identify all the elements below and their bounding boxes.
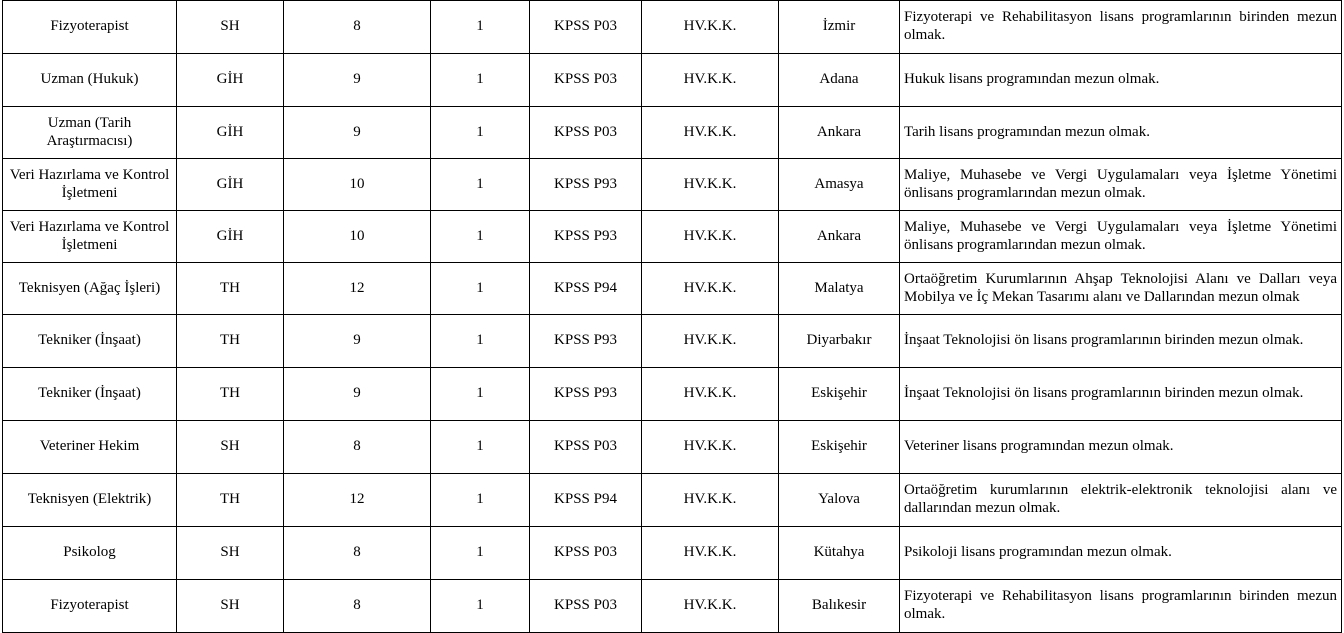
cell-requirement: Tarih lisans programından mezun olmak.: [900, 107, 1342, 159]
cell-requirement: Hukuk lisans programından mezun olmak.: [900, 54, 1342, 107]
cell-requirement: Fizyoterapi ve Rehabilitasyon lisans programlarının birinden mezun olmak.: [900, 1, 1342, 54]
cell-class: GİH: [177, 211, 284, 263]
table-row: [3, 1, 1342, 54]
table-row: [3, 107, 1342, 159]
cell-city: Amasya: [779, 159, 900, 211]
cell-requirement: Psikoloji lisans programından mezun olmak.: [900, 527, 1342, 580]
table-row: [3, 315, 1342, 368]
cell-degree: 9: [284, 315, 431, 368]
cell-unit: HV.K.K.: [642, 580, 779, 633]
cell-score-type: KPSS P03: [530, 1, 642, 54]
cell-score-type: KPSS P93: [530, 211, 642, 263]
cell-score-type: KPSS P94: [530, 474, 642, 527]
cell-score-type: KPSS P03: [530, 421, 642, 474]
cell-title: Uzman (Tarih Araştırmacısı): [3, 107, 177, 159]
cell-unit: HV.K.K.: [642, 315, 779, 368]
cell-title: Veteriner Hekim: [3, 421, 177, 474]
cell-count: 1: [431, 211, 530, 263]
cell-requirement: Ortaöğretim kurumlarının elektrik-elektronik teknolojisi alanı ve dallarından mezun olmak.: [900, 474, 1342, 527]
cell-degree: 9: [284, 107, 431, 159]
cell-score-type: KPSS P03: [530, 107, 642, 159]
cell-unit: HV.K.K.: [642, 1, 779, 54]
cell-city: Ankara: [779, 107, 900, 159]
cell-city: Eskişehir: [779, 368, 900, 421]
cell-class: TH: [177, 474, 284, 527]
cell-count: 1: [431, 368, 530, 421]
cell-class: GİH: [177, 107, 284, 159]
cell-count: 1: [431, 54, 530, 107]
cell-title: Psikolog: [3, 527, 177, 580]
cell-degree: 12: [284, 474, 431, 527]
cell-degree: 10: [284, 211, 431, 263]
table-row: [3, 580, 1342, 633]
table-row: [3, 159, 1342, 211]
cell-class: GİH: [177, 159, 284, 211]
cell-title: Tekniker (İnşaat): [3, 368, 177, 421]
cell-class: SH: [177, 580, 284, 633]
cell-count: 1: [431, 159, 530, 211]
cell-city: Ankara: [779, 211, 900, 263]
table-row: [3, 263, 1342, 315]
cell-unit: HV.K.K.: [642, 368, 779, 421]
cell-title: Veri Hazırlama ve Kontrol İşletmeni: [3, 211, 177, 263]
cell-count: 1: [431, 1, 530, 54]
cell-count: 1: [431, 527, 530, 580]
cell-requirement: Veteriner lisans programından mezun olmak.: [900, 421, 1342, 474]
cell-degree: 8: [284, 580, 431, 633]
cell-title: Teknisyen (Elektrik): [3, 474, 177, 527]
cell-title: Fizyoterapist: [3, 1, 177, 54]
cell-requirement: Maliye, Muhasebe ve Vergi Uygulamaları veya İşletme Yönetimi önlisans programlarından mezun olmak.: [900, 211, 1342, 263]
cell-score-type: KPSS P93: [530, 159, 642, 211]
cell-score-type: KPSS P03: [530, 580, 642, 633]
cell-city: Kütahya: [779, 527, 900, 580]
table-row: [3, 421, 1342, 474]
cell-count: 1: [431, 580, 530, 633]
cell-count: 1: [431, 421, 530, 474]
cell-city: İzmir: [779, 1, 900, 54]
cell-score-type: KPSS P94: [530, 263, 642, 315]
cell-class: GİH: [177, 54, 284, 107]
cell-class: SH: [177, 421, 284, 474]
cell-score-type: KPSS P03: [530, 54, 642, 107]
cell-title: Uzman (Hukuk): [3, 54, 177, 107]
cell-degree: 8: [284, 527, 431, 580]
cell-city: Malatya: [779, 263, 900, 315]
cell-unit: HV.K.K.: [642, 159, 779, 211]
cell-unit: HV.K.K.: [642, 263, 779, 315]
cell-count: 1: [431, 315, 530, 368]
cell-title: Veri Hazırlama ve Kontrol İşletmeni: [3, 159, 177, 211]
table-body: [3, 1, 1342, 633]
cell-requirement: İnşaat Teknolojisi ön lisans programlarının birinden mezun olmak.: [900, 315, 1342, 368]
cell-unit: HV.K.K.: [642, 527, 779, 580]
cell-class: TH: [177, 263, 284, 315]
cell-unit: HV.K.K.: [642, 54, 779, 107]
cell-count: 1: [431, 107, 530, 159]
table-row: [3, 474, 1342, 527]
cell-class: SH: [177, 1, 284, 54]
cell-title: Fizyoterapist: [3, 580, 177, 633]
table-row: [3, 211, 1342, 263]
cell-requirement: İnşaat Teknolojisi ön lisans programlarının birinden mezun olmak.: [900, 368, 1342, 421]
cell-requirement: Maliye, Muhasebe ve Vergi Uygulamaları veya İşletme Yönetimi önlisans programlarından mezun olmak.: [900, 159, 1342, 211]
cell-degree: 12: [284, 263, 431, 315]
cell-score-type: KPSS P93: [530, 368, 642, 421]
cell-title: Teknisyen (Ağaç İşleri): [3, 263, 177, 315]
cell-unit: HV.K.K.: [642, 211, 779, 263]
cell-count: 1: [431, 474, 530, 527]
cell-title: Tekniker (İnşaat): [3, 315, 177, 368]
cell-city: Balıkesir: [779, 580, 900, 633]
cell-degree: 8: [284, 421, 431, 474]
cell-degree: 9: [284, 368, 431, 421]
cell-city: Diyarbakır: [779, 315, 900, 368]
cell-city: Yalova: [779, 474, 900, 527]
cell-unit: HV.K.K.: [642, 107, 779, 159]
cell-score-type: KPSS P03: [530, 527, 642, 580]
cell-degree: 8: [284, 1, 431, 54]
cell-class: TH: [177, 368, 284, 421]
cell-score-type: KPSS P93: [530, 315, 642, 368]
table-row: [3, 527, 1342, 580]
table-row: [3, 368, 1342, 421]
cell-requirement: Fizyoterapi ve Rehabilitasyon lisans programlarının birinden mezun olmak.: [900, 580, 1342, 633]
cell-city: Eskişehir: [779, 421, 900, 474]
cell-count: 1: [431, 263, 530, 315]
cell-unit: HV.K.K.: [642, 421, 779, 474]
cell-class: SH: [177, 527, 284, 580]
table-row: [3, 54, 1342, 107]
cell-city: Adana: [779, 54, 900, 107]
cell-class: TH: [177, 315, 284, 368]
cell-unit: HV.K.K.: [642, 474, 779, 527]
cell-requirement: Ortaöğretim Kurumlarının Ahşap Teknolojisi Alanı ve Dalları veya Mobilya ve İç Mekan Tasarımı alanı ve Dallarından mezun olmak: [900, 263, 1342, 315]
job-listing-table: [2, 0, 1342, 633]
cell-degree: 9: [284, 54, 431, 107]
cell-degree: 10: [284, 159, 431, 211]
